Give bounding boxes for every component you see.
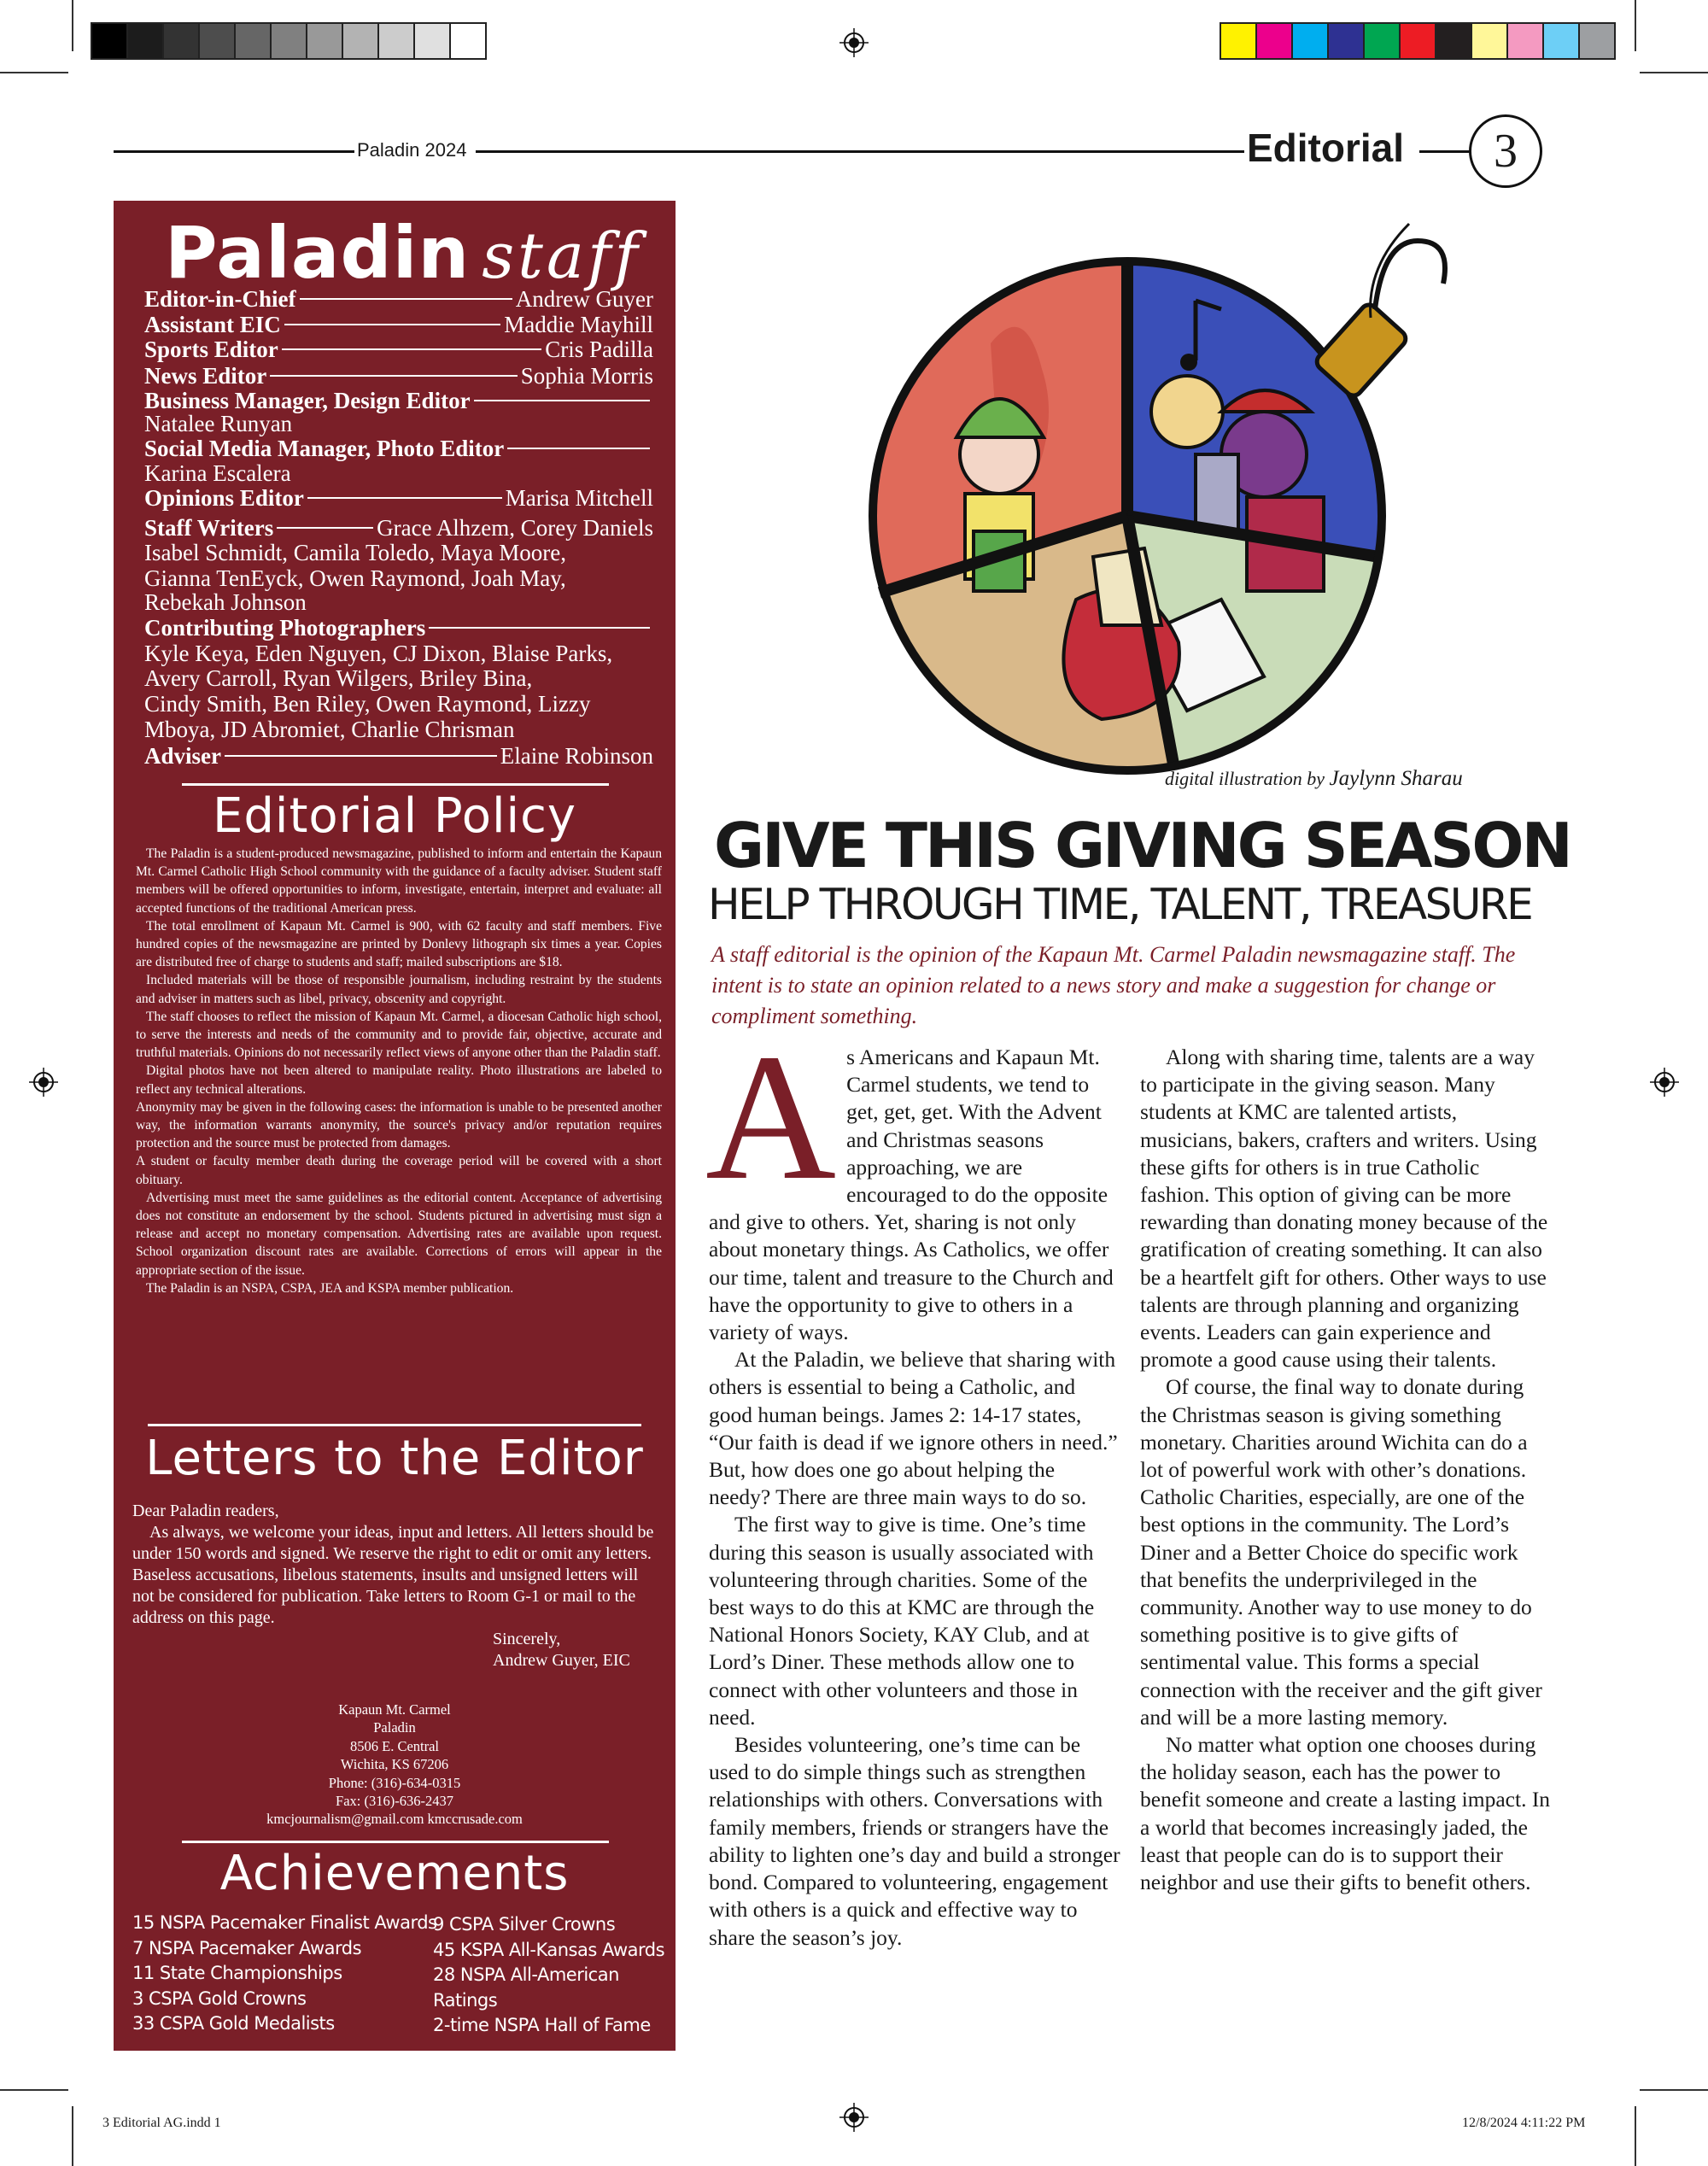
color-swatch — [1544, 24, 1580, 58]
achievements-left-list — [132, 1911, 437, 2037]
process-color-bar — [1220, 22, 1616, 60]
staff-name-line: Mboya, JD Abromiet, Charlie Chrisman — [144, 717, 515, 742]
letters-text: As always, we welcome your ideas, input and letters. All letters should be under 150 words and signed. We reserve the right to edit or omit any letters. Baseless accusations, libelous statements, insults and unsigned letters will not be considered for publication. Take letters to Room G-1 or mail to the address on this page. — [132, 1523, 654, 1627]
achievement-item: 28 NSPA All-American — [433, 1964, 619, 1985]
section-divider — [182, 1841, 609, 1843]
print-timestamp: 12/8/2024 4:11:22 PM — [1462, 2116, 1586, 2130]
color-swatch — [1257, 24, 1293, 58]
leader-line — [507, 448, 650, 449]
staff-row — [144, 615, 653, 641]
color-swatch — [1365, 24, 1401, 58]
registration-mark-icon — [29, 1068, 58, 1097]
color-swatch — [92, 24, 128, 58]
leader-line — [225, 755, 497, 757]
color-swatch — [1580, 24, 1614, 58]
staff-role: Sports Editor — [144, 337, 278, 362]
achievement-item: 11 State Championships — [132, 1963, 342, 1983]
crop-mark — [1635, 2106, 1636, 2166]
grayscale-color-bar — [91, 22, 487, 60]
color-swatch — [1401, 24, 1436, 58]
article-column-1 — [705, 1016, 1120, 1952]
file-slug: 3 Editorial AG.indd 1 — [102, 2116, 221, 2130]
staff-name: Sophia Morris — [520, 363, 653, 389]
achievement-item: 3 CSPA Gold Crowns — [132, 1987, 307, 2009]
staff-name-line: Isabel Schmidt, Camila Toledo, Maya Moore, — [144, 540, 567, 565]
crop-mark — [72, 2106, 73, 2166]
staff-sidebar — [114, 201, 676, 2051]
crop-mark — [1640, 2089, 1708, 2091]
article-paragraph: The first way to give is time. One’s time during this season is usually associated with volunteering through charities. Some of the best ways to do this at KMC are through the National Honors Society, KAY Club, and at Lord’s Diner. These methods allow one to connect with other volunteers and those in need. — [709, 1512, 1095, 1730]
crop-mark — [0, 72, 68, 73]
staff-role: News Editor — [144, 363, 267, 389]
color-swatch — [379, 24, 415, 58]
page-number-badge — [1469, 114, 1542, 188]
ornament-illustration — [820, 198, 1469, 796]
staff-heading — [165, 211, 641, 295]
staff-name-line: Gianna TenEyck, Owen Raymond, Joah May, — [144, 565, 566, 591]
staff-name-line: Rebekah Johnson — [144, 589, 307, 615]
letters-body — [132, 1501, 662, 1671]
letters-signature: Andrew Guyer, EIC — [493, 1651, 630, 1670]
policy-title: Editorial Policy — [212, 788, 577, 844]
achievement-item: 15 NSPA Pacemaker Finalist Awards — [132, 1912, 437, 1933]
color-swatch — [200, 24, 236, 58]
editorial-disclaimer: A staff editorial is the opinion of the Kapaun Mt. Carmel Paladin newsmagazine staff. The intent is to state an opinion related to a news story and make a suggestion for change or compliment something. — [711, 942, 1516, 1028]
staff-role: Editor-in-Chief — [144, 286, 296, 312]
crop-mark — [0, 2089, 68, 2091]
article-paragraph: As Americans and Kapaun Mt. Carmel students, we tend to get, get, get. With the Advent and Christmas seasons approaching, we are encouraged to do the opposite and give to others. Yet, sharing is not only about monetary things. As Catholics, we offer our time, talent and treasure to the Church and have the opportunity to give to others in a variety of ways. — [705, 1016, 1114, 1345]
color-swatch — [415, 24, 451, 58]
letters-closing: Sincerely, — [493, 1630, 561, 1648]
policy-paragraph: Digital photos have not been altered to manipulate reality. Photo illustrations are labeled to reflect any technical alterations. — [136, 1063, 662, 1097]
staff-name: Grace Alhzem, Corey Daniels — [377, 515, 653, 541]
leader-line — [277, 527, 373, 529]
color-swatch — [164, 24, 200, 58]
color-swatch — [307, 24, 343, 58]
crop-mark — [1635, 0, 1636, 51]
color-swatch — [1221, 24, 1257, 58]
registration-mark-icon — [839, 2103, 869, 2132]
color-swatch — [1293, 24, 1329, 58]
staff-role: Opinions Editor — [144, 485, 304, 511]
header-rule-middle — [476, 150, 1244, 153]
address-line: Fax: (316)-636-2437 — [336, 1793, 453, 1810]
policy-paragraph: The staff chooses to reflect the mission of Kapaun Mt. Carmel, a diocesan Catholic high school, to serve the interests and needs of the community and to provide fair, objective, accurate and truthful materials. Opinions do not necessarily reflect views of anyone other than the Paladin staff. — [136, 1009, 662, 1061]
policy-paragraph: The total enrollment of Kapaun Mt. Carmel is 900, with 62 faculty and staff members. Five hundred copies of the newsmagazine are printed by Donlevy lithograph six times a year. Copies are distributed free of charge to students and staff; mailed subscriptions are $18. — [136, 918, 662, 970]
article-paragraph: Besides volunteering, one’s time can be used to do simple things such as strengthen relationships with others. Conversations with family members, friends or strangers have the ability to lighten one’s day and build a stronger bond. Compared to volunteering, engagement with others is a quick and effective way to share the season’s joy. — [709, 1732, 1120, 1950]
crop-mark — [72, 0, 73, 51]
achievement-item: 7 NSPA Pacemaker Awards — [132, 1937, 362, 1958]
staff-role: Adviser — [144, 743, 221, 769]
staff-row — [144, 515, 653, 541]
address-line: 8506 E. Central — [349, 1737, 440, 1754]
staff-name: Maddie Mayhill — [504, 312, 653, 337]
address-line: Phone: (316)-634-0315 — [328, 1774, 461, 1791]
staff-row — [144, 312, 653, 337]
achievement-item: 9 CSPA Silver Crowns — [433, 1914, 616, 1935]
header-rule-right — [1419, 150, 1471, 153]
article-paragraph: At the Paladin, we believe that sharing with others is essential to being a Catholic, and good human beings. James 2: 14-17 states, “Our faith is dead if we ignore others in need.” But, how does one go about helping the needy? There are three main ways to do so. — [709, 1347, 1118, 1510]
staff-name-line: Cindy Smith, Ben Riley, Owen Raymond, Lizzy — [144, 691, 591, 717]
article-column-2 — [1140, 1044, 1552, 1896]
staff-role: Assistant EIC — [144, 312, 281, 337]
illustration-credit — [1165, 767, 1463, 791]
header-rule-left — [114, 150, 354, 153]
article-paragraph: Along with sharing time, talents are a way to participate in the giving season. Many students at KMC are talented artists, musicians, bakers, crafters and writers. Using these gifts for others is in true Catholic fashion. This option of giving can be more rewarding than donating money because of the gratification of creating something. It can also be a heartfelt gift for others. Other ways to use talents are through planning and organizing events. Leaders can gain experience and promote a good cause using their talents. — [1140, 1045, 1548, 1373]
policy-paragraph: Included materials will be those of responsible journalism, including restraint by the students and adviser in matters such as libel, privacy, obscenity and copyright. — [136, 973, 662, 1006]
section-divider — [148, 1424, 641, 1426]
article-paragraph: No matter what option one chooses during the holiday season, each has the power to benefit someone and create a lasting impact. In a world that becomes increasingly jaded, the least that people can do is to support their neighbor and use their gifts to benefit others. — [1140, 1732, 1551, 1895]
letters-title: Letters to the Editor — [145, 1431, 644, 1486]
leader-line — [307, 497, 502, 499]
staff-row — [144, 363, 653, 389]
color-swatch — [1472, 24, 1508, 58]
achievement-item: 2-time NSPA Hall of Fame — [433, 2015, 651, 2035]
article-paragraph: Of course, the final way to donate during the Christmas season is giving something monetary. Charities around Wichita can do a lot of powerful work with other’s donations. Catholic Charities, especially, are one of the best options in the community. The Lord’s Diner and a Better Choice do specific work that benefits the underprivileged in the community. Another way to use money to do something positive is to give gifts of sentimental value. This forms a special connection with the receiver and the gift giver and will be a more lasting memory. — [1140, 1374, 1542, 1730]
staff-role: Contributing Photographers — [144, 615, 426, 641]
achievement-item: 45 KSPA All-Kansas Awards — [433, 1939, 665, 1960]
color-swatch — [451, 24, 485, 58]
leader-line — [282, 348, 541, 350]
staff-name: Marisa Mitchell — [505, 485, 653, 511]
staff-name: Elaine Robinson — [500, 743, 653, 769]
staff-row — [144, 743, 653, 769]
address-line: Wichita, KS 67206 — [340, 1756, 449, 1773]
achievement-item: 33 CSPA Gold Medalists — [132, 2013, 335, 2034]
staff-name-line: Natalee Runyan — [144, 411, 293, 436]
credit-name: Jaylynn Sharau — [1329, 767, 1463, 790]
mailing-address — [114, 1701, 676, 1829]
address-line: Kapaun Mt. Carmel — [338, 1701, 451, 1718]
color-swatch — [1436, 24, 1472, 58]
staff-row — [144, 337, 653, 362]
leader-line — [429, 627, 650, 629]
policy-paragraph: The Paladin is an NSPA, CSPA, JEA and KSPA member publication. — [146, 1280, 514, 1296]
drop-cap: A — [705, 1016, 837, 1217]
policy-paragraph: A student or faculty member death during the coverage period will be covered with a short obituary. — [136, 1154, 662, 1187]
crop-mark — [1640, 72, 1708, 73]
staff-heading-main: Paladin — [165, 211, 471, 295]
leader-line — [474, 400, 650, 401]
policy-paragraph: The Paladin is a student-produced newsmagazine, published to inform and entertain the Kapaun Mt. Carmel Catholic High School community with the guidance of a faculty adviser. Student staff members will be offered opportunities to inform, investigate, entertain, interpret and evaluate: all accepted functions of the traditional American press. — [136, 846, 662, 916]
color-swatch — [236, 24, 272, 58]
staff-row — [144, 388, 653, 413]
color-swatch — [343, 24, 379, 58]
staff-role: Business Manager, Design Editor — [144, 388, 471, 413]
article-subhead: HELP THROUGH TIME, TALENT, TREASURE — [708, 880, 1532, 929]
staff-row — [144, 436, 653, 461]
section-divider — [182, 783, 609, 786]
page-number: 3 — [1494, 125, 1518, 178]
color-swatch — [272, 24, 307, 58]
leader-line — [300, 298, 512, 300]
color-swatch — [128, 24, 164, 58]
registration-mark-icon — [1650, 1068, 1679, 1097]
leader-line — [270, 375, 518, 377]
leader-line — [284, 324, 500, 325]
address-line: Paladin — [373, 1719, 416, 1736]
publication-name: Paladin 2024 — [357, 139, 467, 161]
achievements-right-list — [433, 1912, 664, 2039]
article-headline: GIVE THIS GIVING SEASON — [714, 810, 1571, 881]
staff-heading-script: staff — [482, 220, 641, 293]
staff-name: Cris Padilla — [545, 337, 653, 362]
staff-role: Social Media Manager, Photo Editor — [144, 436, 505, 461]
staff-name-line: Karina Escalera — [144, 460, 291, 486]
achievement-item: Ratings — [433, 1989, 498, 2011]
policy-paragraph: Anonymity may be given in the following cases: the information is unable to be presented another way, the information warrants anonymity, the source's privacy and/or reputation requires protection and the source must be protected from damages. — [136, 1099, 662, 1151]
staff-role: Staff Writers — [144, 515, 274, 541]
registration-mark-icon — [839, 28, 869, 57]
staff-name-line: Kyle Keya, Eden Nguyen, CJ Dixon, Blaise Parks, — [144, 641, 613, 666]
policy-paragraph: Advertising must meet the same guidelines as the editorial content. Acceptance of advertising does not constitute an endorsement by the school. Students pictured in advertising must sign a release and accept no monetary compensation. Advertising rates are available upon request. School organization discount rates are available. Corrections of errors will appear in the appropriate section of the issue. — [136, 1190, 662, 1278]
address-line: kmcjournalism@gmail.com kmccrusade.com — [266, 1811, 523, 1828]
section-title: Editorial — [1247, 126, 1405, 170]
color-swatch — [1329, 24, 1365, 58]
staff-row — [144, 485, 653, 511]
achievements-title: Achievements — [219, 1846, 570, 1901]
color-swatch — [1508, 24, 1544, 58]
staff-row — [144, 286, 653, 312]
credit-prefix: digital illustration by — [1165, 768, 1325, 789]
staff-name-line: Avery Carroll, Ryan Wilgers, Briley Bina, — [144, 665, 533, 691]
staff-name: Andrew Guyer — [515, 286, 653, 312]
policy-body — [136, 845, 662, 1297]
letters-greeting: Dear Paladin readers, — [132, 1502, 279, 1520]
